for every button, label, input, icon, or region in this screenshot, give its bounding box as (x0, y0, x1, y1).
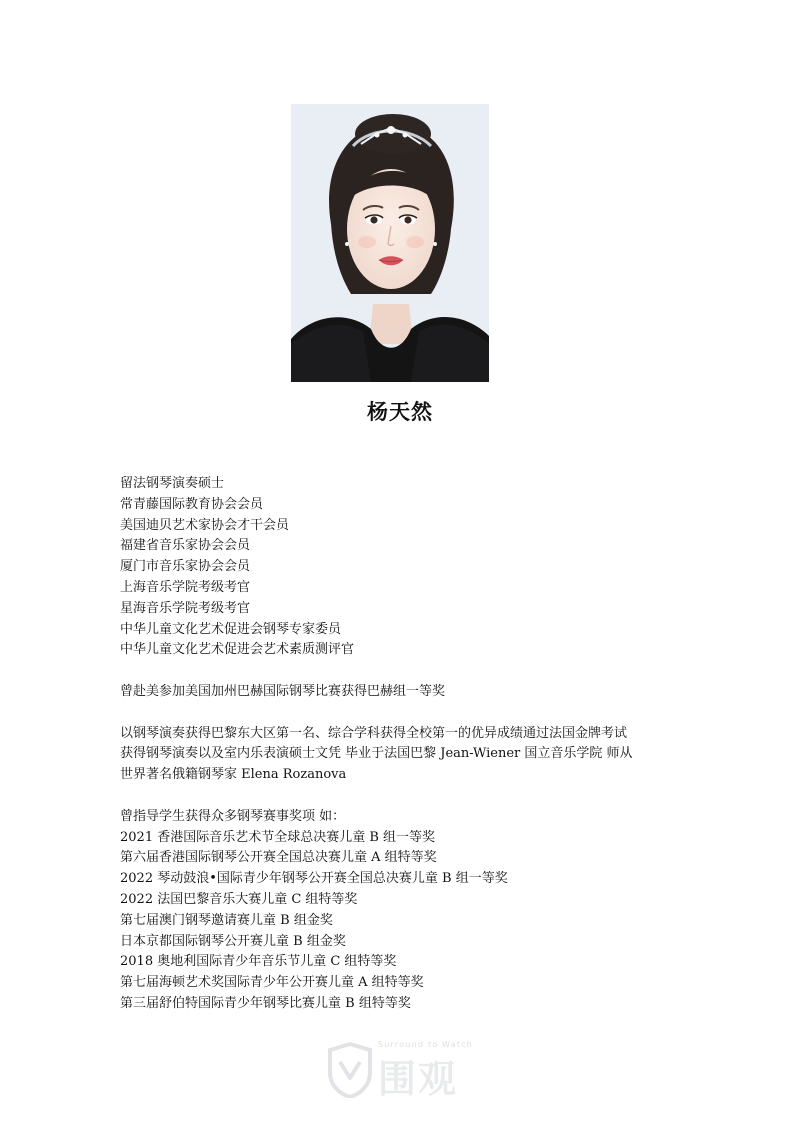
profile-photo (291, 104, 489, 382)
watermark (326, 1040, 486, 1102)
award-line: 曾赴美参加美国加州巴赫国际钢琴比赛获得巴赫组一等奖 (120, 683, 446, 699)
title-item: 常青藤国际教育协会会员 (120, 496, 264, 512)
student-award-item: 第三届舒伯特国际青少年钢琴比赛儿童 B 组特等奖 (120, 995, 411, 1011)
award-paragraph (120, 682, 720, 703)
student-award-item: 2022 琴动鼓浪•国际青少年钢琴公开赛全国总决赛儿童 B 组一等奖 (120, 871, 508, 887)
education-line: 以钢琴演奏获得巴黎东大区第一名、综合学科获得全校第一的优异成绩通过法国金牌考试 (120, 725, 628, 741)
watermark-logo-icon (326, 1042, 374, 1098)
education-line: 获得钢琴演奏以及室内乐表演硕士文凭 毕业于法国巴黎 Jean-Wiener 国立音乐学院 师从 (120, 746, 633, 762)
student-award-item: 2022 法国巴黎音乐大赛儿童 C 组特等奖 (120, 891, 358, 907)
education-paragraph (120, 724, 720, 786)
title-item: 福建省音乐家协会会员 (120, 538, 251, 554)
student-award-item: 第六届香港国际钢琴公开赛全国总决赛儿童 A 组特等奖 (120, 850, 437, 866)
watermark-small-text: Surround to Watch (378, 1040, 473, 1049)
title-item: 美国迪贝艺术家协会才干会员 (120, 517, 290, 533)
portrait-illustration (291, 104, 489, 382)
student-award-item: 2018 奥地利国际青少年音乐节儿童 C 组特等奖 (120, 954, 397, 970)
titles-list (120, 474, 720, 661)
watermark-big-text: 围观 (378, 1057, 459, 1101)
title-item: 中华儿童文化艺术促进会钢琴专家委员 (120, 621, 342, 637)
education-line: 世界著名俄籍钢琴家 Elena Rozanova (120, 767, 347, 783)
title-item: 厦门市音乐家协会会员 (120, 559, 251, 575)
person-name: 杨天然 (367, 400, 433, 424)
title-item: 中华儿童文化艺术促进会艺术素质测评官 (120, 642, 355, 658)
title-item: 星海音乐学院考级考官 (120, 600, 251, 616)
title-item: 上海音乐学院考级考官 (120, 579, 251, 595)
students-awards (120, 807, 720, 1015)
student-award-item: 2021 香港国际音乐艺术节全球总决赛儿童 B 组一等奖 (120, 829, 436, 845)
biography (120, 474, 720, 1015)
students-heading: 曾指导学生获得众多钢琴赛事奖项 如： (120, 808, 346, 824)
title-item: 留法钢琴演奏硕士 (120, 476, 225, 491)
student-award-item: 第七届澳门钢琴邀请赛儿童 B 组金奖 (120, 912, 333, 928)
student-award-item: 日本京都国际钢琴公开赛儿童 B 组金奖 (120, 933, 346, 949)
student-award-item: 第七届海顿艺术奖国际青少年公开赛儿童 A 组特等奖 (120, 975, 424, 991)
